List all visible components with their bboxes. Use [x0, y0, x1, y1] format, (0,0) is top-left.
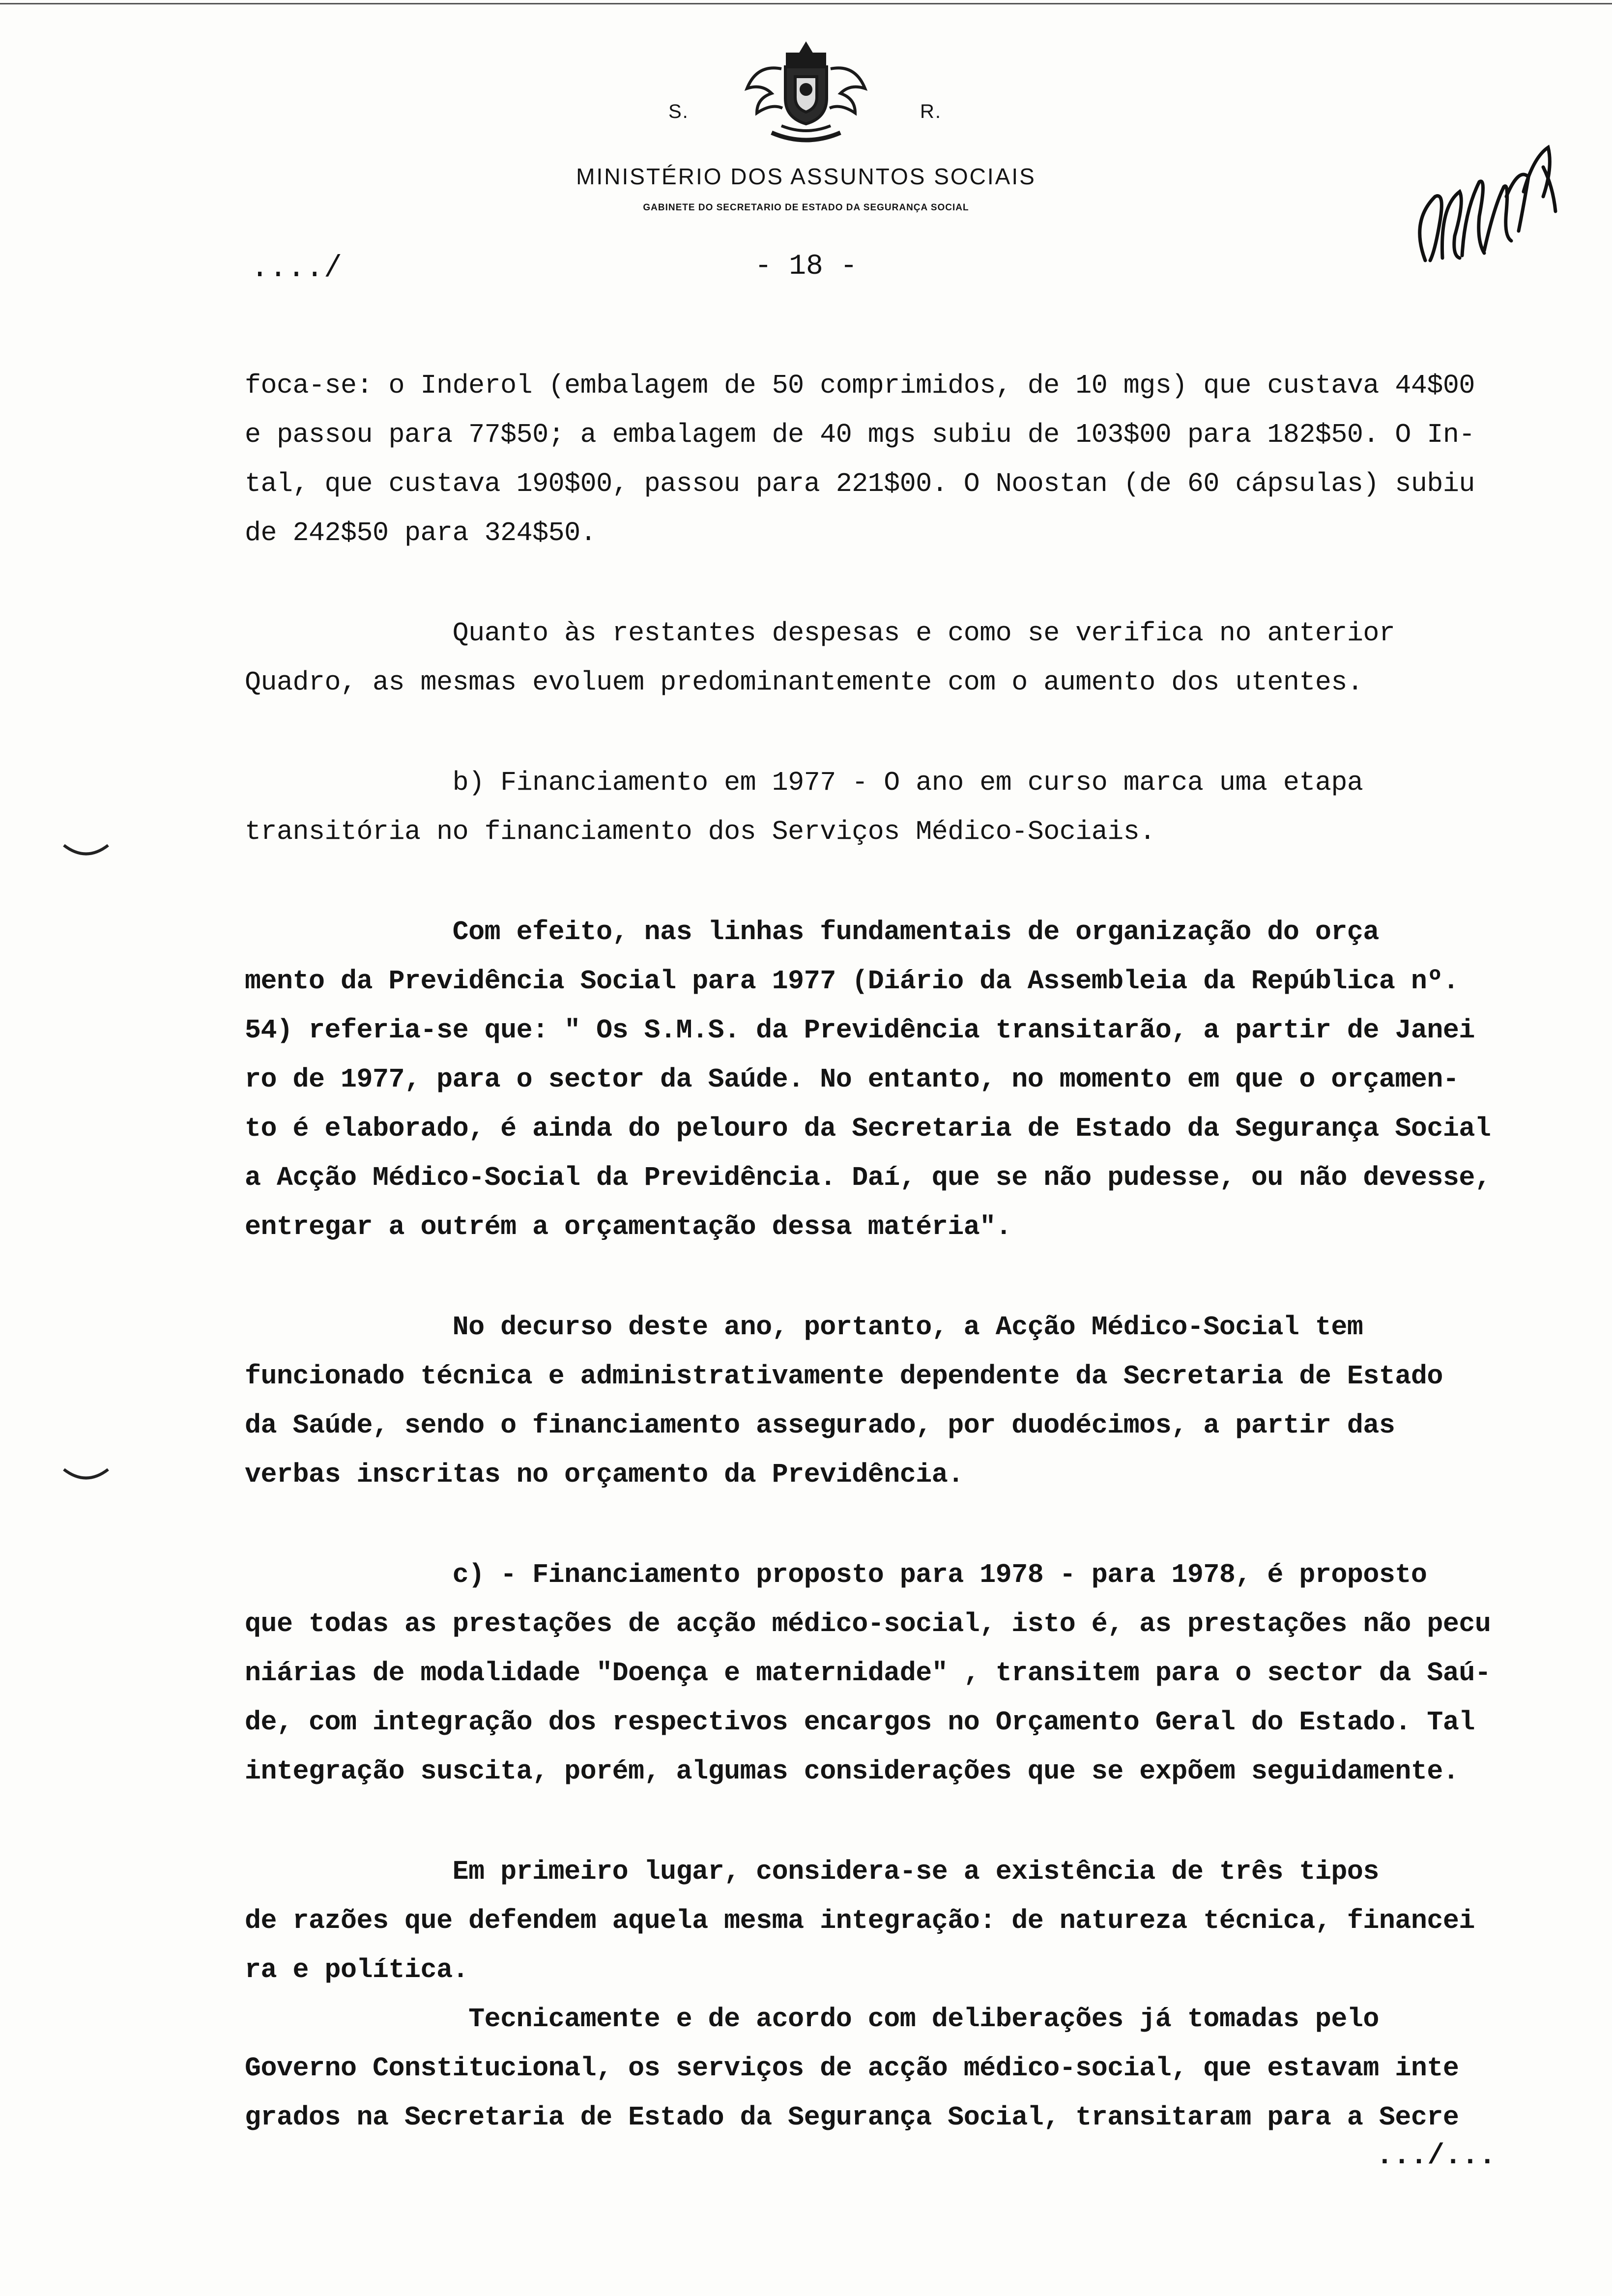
paragraph-line: ro de 1977, para o sector da Saúde. No entanto, no momento em que o orçamen- — [245, 1064, 1459, 1095]
paragraph-line: de, com integração dos respectivos encargos no Orçamento Geral do Estado. Tal — [245, 1707, 1475, 1738]
continuation-mark-top: ..../ — [251, 251, 343, 286]
continuation-mark-bottom: .../... — [1376, 2140, 1496, 2172]
paragraph-line: Quanto às restantes despesas e como se verifica no anterior — [245, 618, 1395, 649]
margin-punch-mark — [59, 1460, 113, 1489]
letterhead-right-initial: R. — [920, 101, 942, 122]
paragraph-line: mento da Previdência Social para 1977 (Diário da Assembleia da República nº. — [245, 966, 1459, 997]
paragraph-line: entregar a outrém a orçamentação dessa matéria". — [245, 1211, 1012, 1242]
margin-punch-mark — [59, 835, 113, 865]
paragraph-line: Com efeito, nas linhas fundamentais de organização do orça — [245, 917, 1379, 947]
paragraph-line: transitória no financiamento dos Serviços Médico-Sociais. — [245, 816, 1155, 847]
paragraph-line: verbas inscritas no orçamento da Previdência. — [245, 1459, 964, 1490]
paragraph-line: No decurso deste ano, portanto, a Acção Médico-Social tem — [245, 1312, 1363, 1343]
ministry-title: MINISTÉRIO DOS ASSUNTOS SOCIAIS — [576, 164, 1036, 189]
paragraph-line: c) - Financiamento proposto para 1978 - para 1978, é proposto — [245, 1559, 1427, 1590]
paragraph-line: 54) referia-se que: " Os S.M.S. da Previdência transitarão, a partir de Janei — [245, 1015, 1475, 1046]
paragraph-line: de razões que defendem aquela mesma integração: de natureza técnica, financei — [245, 1905, 1475, 1936]
coat-of-arms-emblem — [727, 34, 885, 152]
paragraph-line: que todas as prestações de acção médico-social, isto é, as prestações não pecu — [245, 1608, 1491, 1639]
paragraph-line: grados na Secretaria de Estado da Segurança Social, transitaram para a Secre — [245, 2102, 1459, 2133]
paragraph-line: de 242$50 para 324$50. — [245, 517, 597, 548]
paragraph-line: funcionado técnica e administrativamente dependente da Secretaria de Estado — [245, 1361, 1443, 1392]
letterhead-left-initial: S. — [668, 101, 689, 122]
paragraph-line: da Saúde, sendo o financiamento assegurado, por duodécimos, a partir das — [245, 1410, 1395, 1441]
paragraph-line: foca-se: o Inderol (embalagem de 50 comprimidos, de 10 mgs) que custava 44$00 — [245, 370, 1475, 401]
document-body — [245, 361, 1532, 2142]
paragraph-line: integração suscita, porém, algumas considerações que se expõem seguidamente. — [245, 1756, 1459, 1787]
paragraph-line: e passou para 77$50; a embalagem de 40 mgs subiu de 103$00 para 182$50. O In- — [245, 419, 1475, 450]
paragraph-line: niárias de modalidade "Doença e maternidade" , transitem para o sector da Saú- — [245, 1658, 1491, 1689]
top-border-line — [0, 3, 1612, 4]
paragraph-line: tal, que custava 190$00, passou para 221$00. O Noostan (de 60 cápsulas) subiu — [245, 468, 1475, 499]
cabinet-subtitle: GABINETE DO SECRETARIO DE ESTADO DA SEGURANÇA SOCIAL — [643, 202, 969, 213]
page-number: - 18 - — [754, 251, 858, 283]
paragraph-line: a Acção Médico-Social da Previdência. Daí, que se não pudesse, ou não devesse, — [245, 1162, 1491, 1193]
paragraph-line: Em primeiro lugar, considera-se a existência de três tipos — [245, 1856, 1379, 1887]
paragraph-line: to é elaborado, é ainda do pelouro da Secretaria de Estado da Segurança Social — [245, 1113, 1491, 1144]
paragraph-line: ra e política. — [245, 1954, 469, 1985]
paragraph-line: Quadro, as mesmas evoluem predominantemente com o aumento dos utentes. — [245, 667, 1363, 698]
paragraph-line: Governo Constitucional, os serviços de acção médico-social, que estavam inte — [245, 2053, 1459, 2084]
paragraph-line: Tecnicamente e de acordo com deliberações já tomadas pelo — [245, 2004, 1379, 2035]
paragraph-line: b) Financiamento em 1977 - O ano em curso marca uma etapa — [245, 767, 1363, 798]
